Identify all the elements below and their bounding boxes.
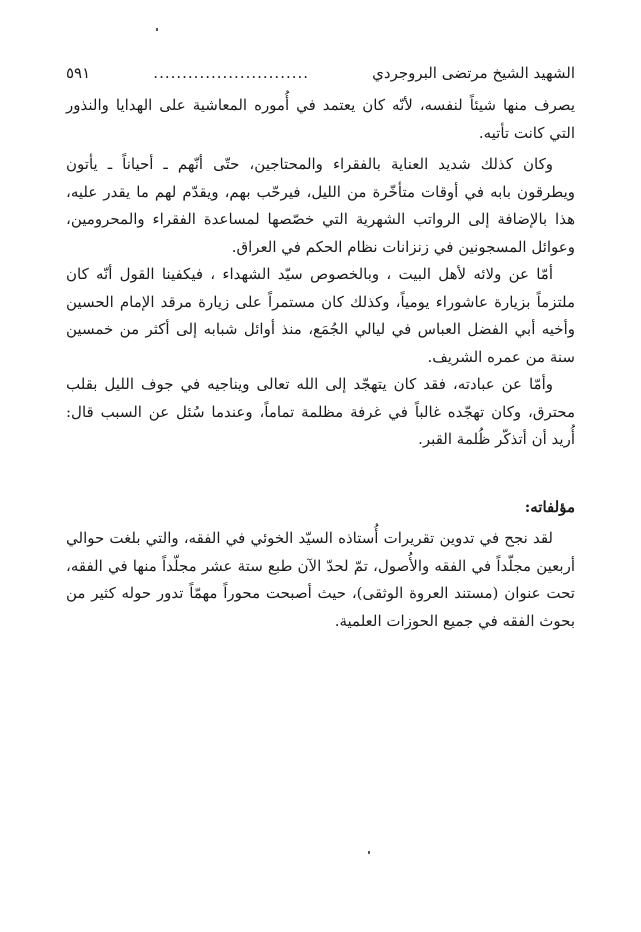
header-title: الشهيد الشيخ مرتضى البروجردي bbox=[372, 64, 575, 82]
paragraph-works: لقد نجح في تدوين تقريرات أُستاذه السيّد الخوئي في الفقه، والتي بلغت حوالي أربعين مجلّداً في الفقه والأُصول، تمّ لحدّ الآن طبع ستة عشر مجلّداً منها في الفقه، تحت عنوان (مستند العروة الوثقى)، حيث أصبحت محوراً مهمّاً تدور حوله كثير من بحوث الفقه في جميع الحوزات العلمية. bbox=[66, 529, 575, 630]
paragraph-loyalty: أمّا عن ولائه لأهل البيت ، وبالخصوص سيّد الشهداء ، فيكفينا القول أنّه كان ملتزماً بزيارة عاشوراء يومياً، وكذلك كان مستمراً على زيارة مرقد الإمام الحسين وأخيه أبي الفضل العباس في ليالي الجُمَع، منذ أوائل شبابه إلى أكثر من خمسين سنة من عمره الشريف. bbox=[66, 265, 575, 366]
section-heading: مؤلفاته: bbox=[524, 497, 575, 516]
page-number: ٥٩١ bbox=[66, 64, 91, 82]
paragraph-worship: وأمّا عن عبادته، فقد كان يتهجّد إلى الله تعالى ويناجيه في جوف الليل بقلب محترق، وكان تهجّده غالباً في غرفة مظلمة تماماً، وعندما سُئل عن السبب قال: أُريد أن أتذكّر ظُلمة القبر. bbox=[66, 375, 575, 448]
running-header bbox=[66, 60, 575, 86]
page-body bbox=[66, 92, 575, 635]
scan-speck bbox=[156, 28, 158, 31]
scan-speck bbox=[368, 851, 370, 854]
paragraph-continuation: يصرف منها شيئاً لنفسه، لأنّه كان يعتمد في أُموره المعاشية على الهدايا والنذور التي كانت تأتيه. bbox=[66, 96, 575, 142]
paragraph-charity: وكان كذلك شديد العناية بالفقراء والمحتاجين، حتّى أنّهم ـ أحياناً ـ يأتون ويطرقون بابه في أوقات متأخّرة من الليل، فيرحّب بهم، ويقدّم لهم ما يقدر عليه، هذا بالإضافة إلى الرواتب الشهرية التي خصّصها لمساعدة الفقراء والمحرومين، وعوائل المسجونين في زنزانات نظام الحكم في العراق. bbox=[66, 155, 575, 256]
header-leader-dots: ........................... bbox=[153, 64, 310, 82]
